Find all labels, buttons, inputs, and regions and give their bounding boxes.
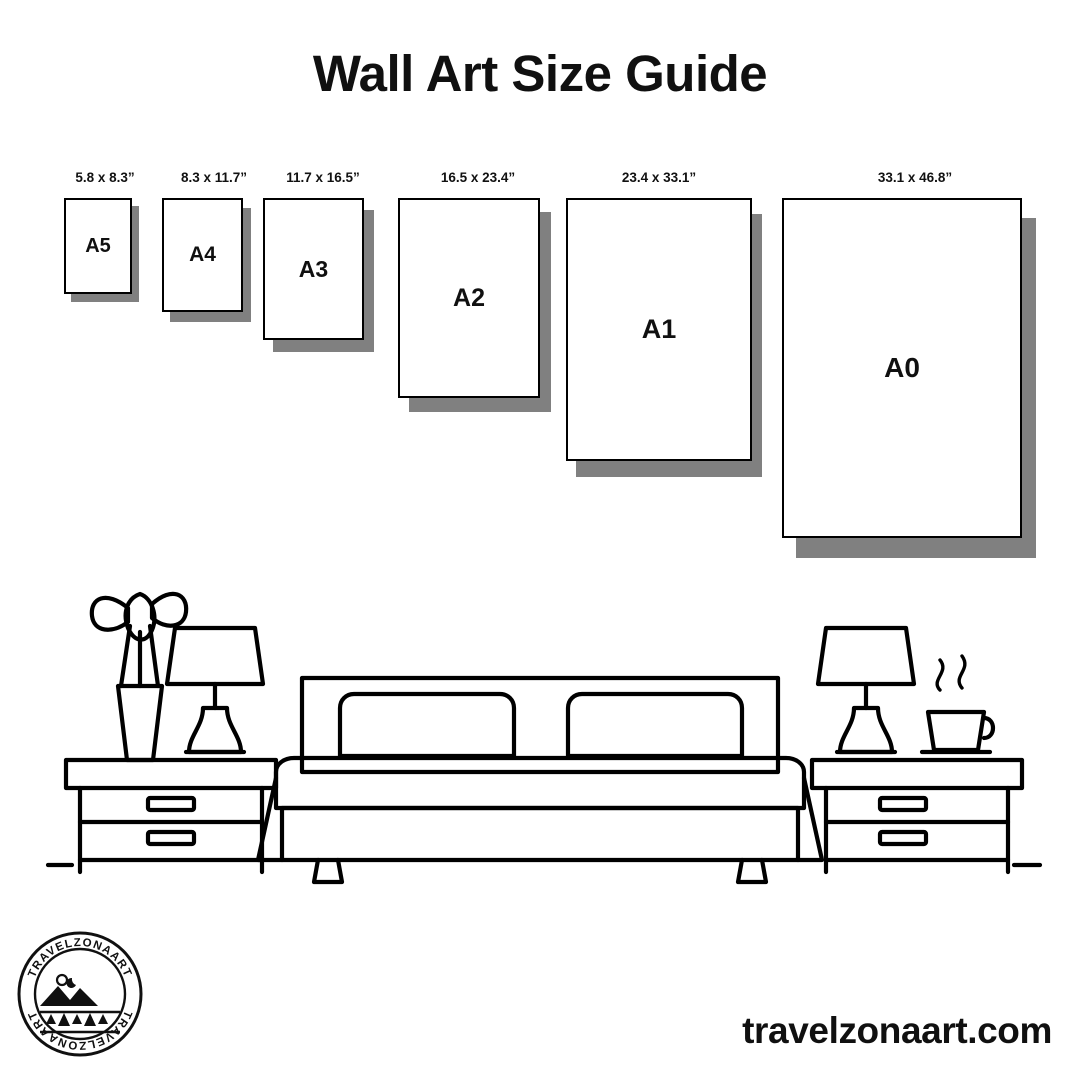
size-frame-a1-box (566, 198, 752, 461)
size-frame-a4-label: A4 (189, 243, 216, 266)
size-frame-a0 (776, 170, 1046, 600)
size-frame-a3 (258, 170, 398, 385)
size-frame-a5-box (64, 198, 132, 294)
size-frame-a0-box (782, 198, 1022, 538)
size-frame-a3-box (263, 198, 364, 340)
size-frame-a1 (562, 170, 782, 510)
brand-logo (14, 928, 146, 1060)
size-frame-a4 (155, 170, 273, 355)
size-frame-a0-label: A0 (884, 352, 920, 383)
size-frame-a2-label: A2 (453, 283, 485, 312)
size-frame-a3-label: A3 (298, 255, 329, 282)
website-url: travelzonaart.com (742, 1010, 1052, 1051)
size-frame-a4-dimensions: 8.3 x 11.7” (180, 170, 248, 185)
size-frame-a2-box (398, 198, 540, 398)
plant-vase (92, 594, 186, 760)
logo-top-text: TRAVELZONAART (26, 936, 134, 980)
size-frame-a4-box (162, 198, 243, 312)
size-frame-a2 (394, 170, 564, 430)
svg-text:TRAVELZONAART (26, 937, 133, 979)
size-frame-a1-label: A1 (641, 314, 677, 344)
bed (258, 678, 822, 882)
coffee-cup (922, 656, 993, 752)
table-lamp-right (818, 628, 914, 752)
size-frame-a5-dimensions: 5.8 x 8.3” (75, 170, 135, 185)
size-frame-a3-dimensions: 11.7 x 16.5” (286, 170, 360, 185)
size-frame-a1-dimensions: 23.4 x 33.1” (621, 170, 697, 185)
size-frame-a2-dimensions: 16.5 x 23.4” (440, 170, 516, 185)
size-frame-a5-label: A5 (85, 234, 111, 257)
table-lamp-left (167, 628, 263, 752)
page-title: Wall Art Size Guide (312, 45, 768, 102)
nightstand-right (812, 760, 1022, 872)
logo-mountain-scene (40, 975, 120, 1032)
size-frame-a0-dimensions: 33.1 x 46.8” (877, 170, 953, 185)
bedroom-illustration (0, 560, 1080, 910)
nightstand-left (66, 760, 276, 872)
logo-bottom-text: TRAVELZONAART (26, 1008, 134, 1052)
size-frame-a5 (55, 170, 155, 330)
svg-text:TRAVELZONAART (26, 1009, 133, 1051)
size-frames-row (0, 170, 1080, 600)
